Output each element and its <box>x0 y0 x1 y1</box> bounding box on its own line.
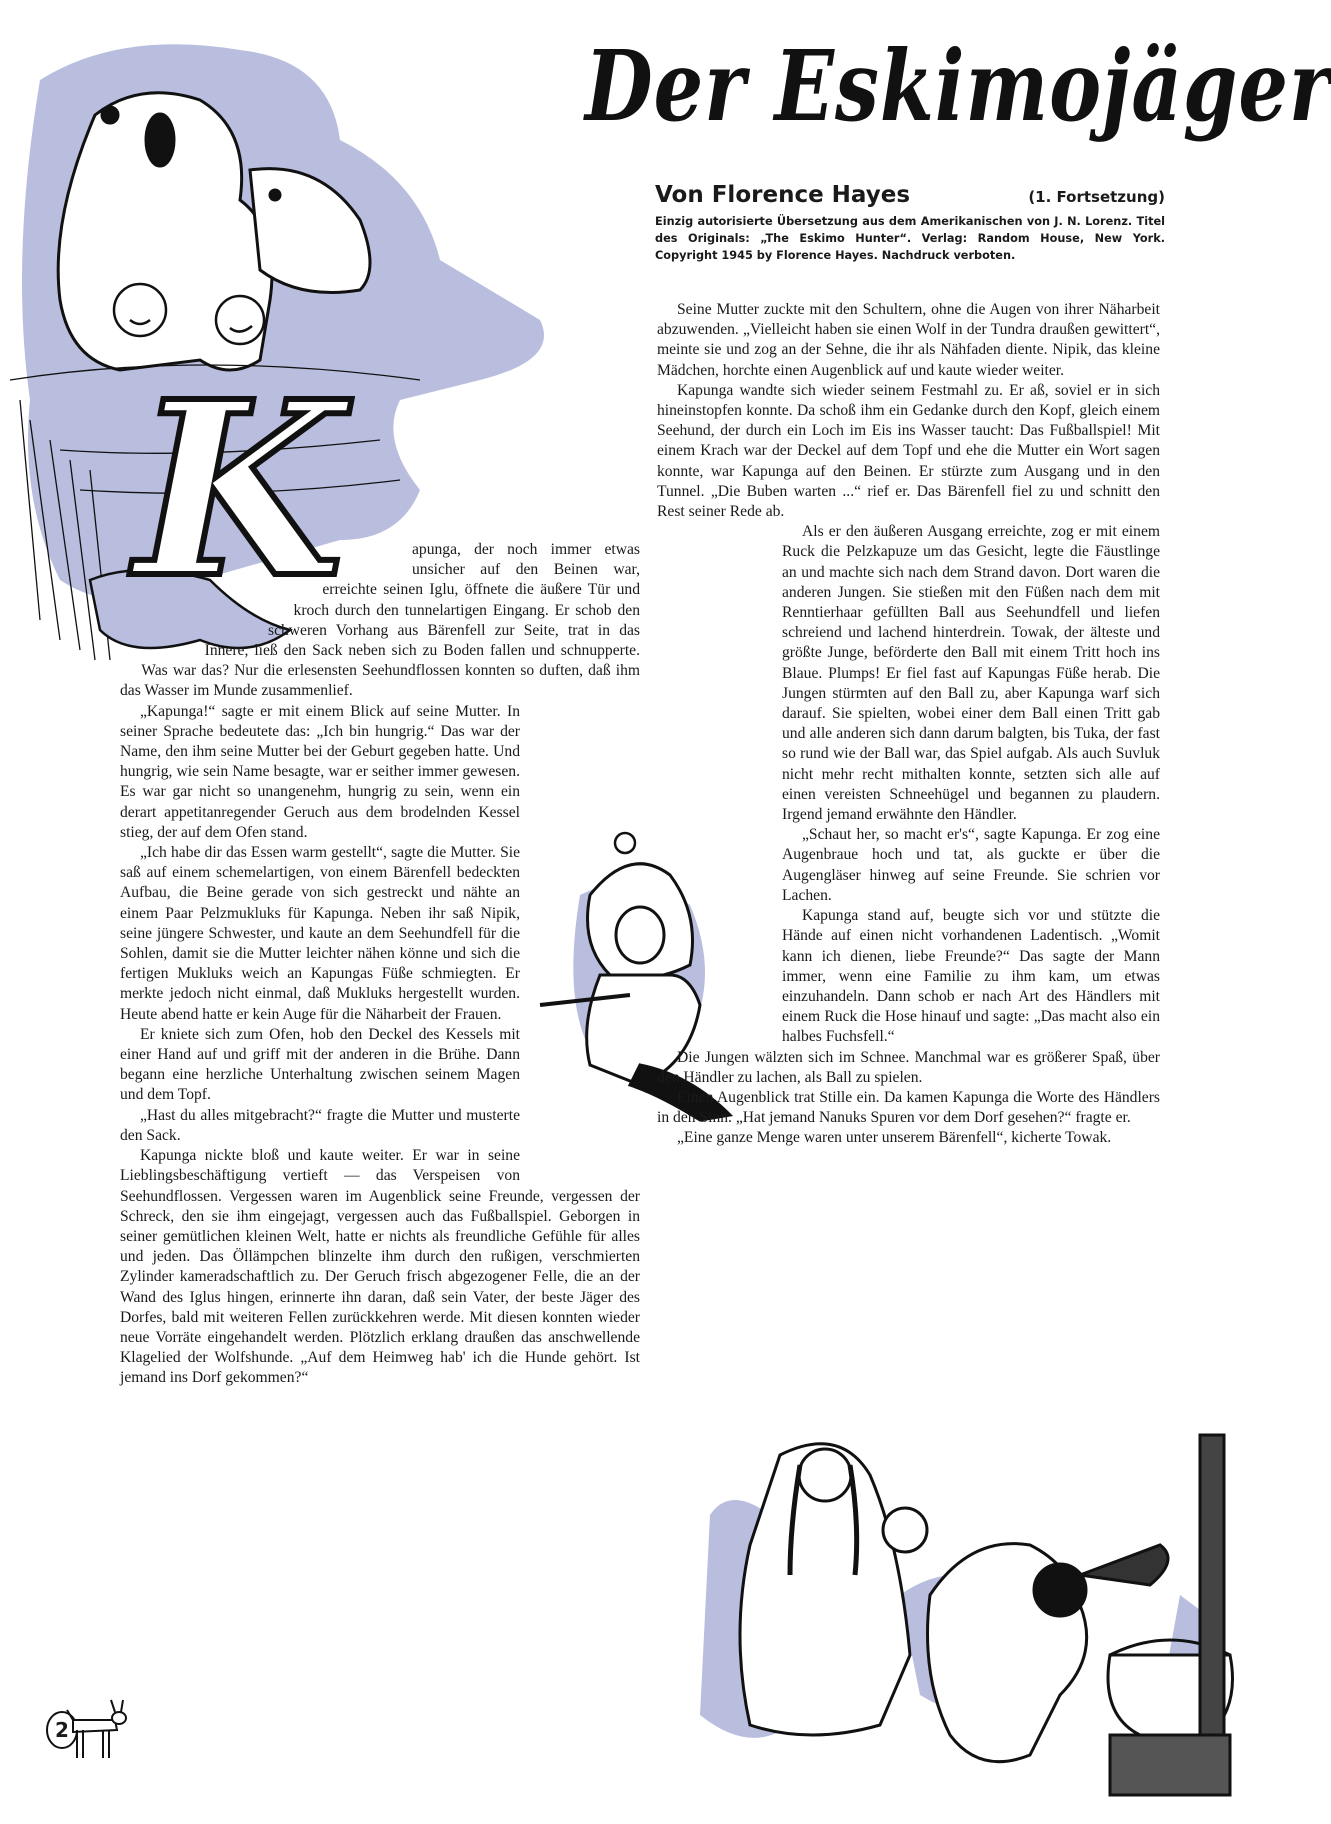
translation-credit: Einzig autorisierte Übersetzung aus dem Amerikanischen von J. N. Lorenz. Titel des Originals: „The Eskimo Hunter“. Verlag: Random House, New York. Copyright 1945 by Florence Hayes. Nachdruck verboten. <box>655 215 1165 262</box>
illustration-spacer <box>657 642 782 1042</box>
pompom-icon <box>615 833 635 853</box>
paragraph: Kapunga stand auf, beugte sich vor und stützte die Hände auf einen nicht vorhandenen Ladentisch. „Womit kann ich dienen, liebe Freunde?“ Das sagte der Mann immer, wenn eine Familie zu ihm kam, um etwas einzuhandeln. Dann schob er nach Art des Händlers mit einem Ruck die Hose hinauf und sagte: „Das macht also ein halbes Fuchsfell.“ <box>782 907 1160 1046</box>
right-column <box>657 300 1160 1149</box>
article-title: Der Eskimojäger <box>585 30 1331 144</box>
byline <box>655 182 1165 208</box>
paragraph: Als er den äußeren Ausgang erreichte, zog er mit einem Ruck die Pelzkapuze um das Gesicht, legte die Fäustlinge an und machte sich nach dem Strand davon. Dort waren die anderen Jungen. Sie stießen mit den Füßen nach dem mit Renntierhaar gefüllten Ball aus Seehundfell und liefen schreiend und lachend hinterdrein. Towak, der älteste und größte Junge, beförderte den Ball mit einem Tritt hoch ins Blaue. Plumps! Er fiel fast auf Kapungas Füße herab. Die Jungen stürmten auf den Ball zu, aber Kapunga warf sich darauf. Sie spielten, wobei einer dem Ball einen Tritt gab und alle anderen sich dann darum balgten, bis Tuka, der fast so rund wie der Ball war, das Spiel aufgab. Als auch Suvluk nicht mehr recht mithalten konnte, setzten sich alle auf einen vereisten Schneehügel und begannen zu plaudern. Irgend jemand erwähnte den Händler. <box>782 523 1160 824</box>
stovepipe-icon <box>1200 1435 1224 1735</box>
paragraph: Einen Augenblick trat Stille ein. Da kamen Kapunga die Worte des Händlers in den Sinn. „Hat jemand Nanuks Spuren vor dem Dorf gesehen?“ fragte er. <box>657 1088 1160 1127</box>
paragraph: Kapunga nickte bloß und kaute weiter. Er war in seine Lieblingsbeschäftigung vertieft — das Verspeisen von Seehundflossen. Vergessen waren im Augenblick seine Freunde, vergessen der Schreck, den sie ihm eingejagt, vergessen auch das Fußballspiel. Geborgen in seiner gemütlichen kleinen Welt, hatte er nichts als freundliche Gefühle für alles und jeden. Das Öllämpchen blinzelte ihm durch den rußigen, verschmierten Zylinder kameradschaftlich zu. Der Geruch frisch abgezogener Felle, die an der Wand des Iglus hingen, erinnerte ihn daran, daß sein Vater, der beste Jäger des Dorfes, bald mit weiteren Fellen zurückkehren werde. Mit diesen konnten wieder neue Vorräte eingehandelt werden. Plötzlich erklang draußen das anschwellende Klagelied der Wolfshunde. „Auf dem Heimweg hab' ich die Hunde gehört. Ist jemand ins Dorf gekommen?“ <box>120 1147 640 1387</box>
paragraph: „Eine ganze Menge waren unter unserem Bärenfell“, kicherte Towak. <box>677 1129 1112 1147</box>
paragraph: „Hast du alles mitgebracht?“ fragte die Mutter und musterte den Sack. <box>120 1106 520 1144</box>
paragraph: apunga, der noch immer etwas unsicher auf den Beinen war, erreichte seinen Iglu, öffnete die äußere Tür und kroch durch den tunnelartigen Eingang. Er schob den schweren Vorhang aus Bärenfell zur Seite, trat in das Innere, ließ den Sack neben sich zu Boden fallen und schnupperte. Was war das? Nur die erlesensten Seehundflossen konnten so duften, daß ihm das Wasser im Munde zusammenlief. <box>120 541 640 700</box>
pot-lid-icon <box>1080 1545 1168 1585</box>
sister-face-icon <box>883 1508 927 1552</box>
paragraph: Er kniete sich zum Ofen, hob den Deckel des Kessels mit einer Hand auf und griff mit der anderen in die Brühe. Dann begann eine herzliche Unterhaltung zwischen seinem Magen und dem Topf. <box>120 1025 520 1104</box>
paragraph: Kapunga wandte sich wieder seinem Festmahl zu. Er aß, soviel er in sich hineinstopfen konnte. Da schoß ihm ein Gedanke durch den Kopf, gleich einem Seehund, der durch ein Loch im Eis ins Wasser taucht: Das Fußballspiel! Mit einem Krach war der Deckel auf dem Topf und ehe die Mutter ein Wort sagen konnte, war Kapunga auf den Beinen. Er stürzte zum Ausgang und in den Tunnel. „Die Buben warten ...“ rief er. Das Bärenfell fiel zu und schnitt den Rest seiner Rede ab. <box>657 381 1160 521</box>
page-number: 2 <box>55 1718 69 1742</box>
family-at-stove-illustration <box>640 1395 1240 1815</box>
installment-label: (1. Fortsetzung) <box>1028 188 1165 206</box>
page-number-badge <box>45 1700 125 1770</box>
paragraph: „Kapunga!“ sagte er mit einem Blick auf seine Mutter. In seiner Sprache bedeutete das: „Ich bin hungrig.“ Das war der Name, den ihm seine Mutter bei der Geburt gegeben hatte. Und hungrig, wie sein Name besagte, war er seither immer gewesen. Es war gar nicht so unangenehm, hungrig zu sein, wenn ein derart appetitanregender Geruch aus dem brodelnden Kessel stieg, der auf dem Ofen stand. <box>120 702 520 841</box>
boy-head-icon <box>1034 1564 1086 1616</box>
paragraph: Seine Mutter zuckte mit den Schultern, ohne die Augen von ihrer Näharbeit abzuwenden. „Vielleicht haben sie einen Wolf in der Tundra draußen gewittert“, meinte sie und zog an der Sehne, die ihr als Nähfaden diente. Nipik, das kleine Mädchen, horchte einen Augenblick auf und kaute wieder weiter. <box>657 301 1160 379</box>
mother-face-icon <box>799 1449 851 1501</box>
paragraph: Die Jungen wälzten sich im Schnee. Manchmal war es größerer Spaß, über den Händler zu lachen, als Ball zu spielen. <box>657 1048 1160 1086</box>
paragraph: „Schaut her, so macht er's“, sagte Kapunga. Er zog eine Augenbraue hoch und tat, als guckte er über die Augengläser hinweg auf seine Freunde. Sie schrien vor Lachen. <box>782 826 1160 904</box>
stove-icon <box>1110 1735 1230 1795</box>
author-name: Von Florence Hayes <box>655 182 911 208</box>
drop-cap-letter: K <box>135 349 344 631</box>
paragraph: „Ich habe dir das Essen warm gestellt“, sagte die Mutter. Sie saß auf einem schemelartigen, von einem Bärenfell bedeckten Aufbau, die Beine gerade von sich gestreckt und nähte an einem Paar Pelzmukluks für Kapunga. Neben ihr saß Nipik, seine jüngere Schwester, und kaute an dem Seehundfell für die Sohlen, damit sie die Mutter leichter nähen könne und sich die fertigen Mukluks weich an Kapungas Füße schmiegten. Er merkte jedoch nicht einmal, daß Mukluks hergestellt wurden. Heute abend hatte er kein Auge für die Näharbeit der Frauen. <box>120 844 520 1023</box>
